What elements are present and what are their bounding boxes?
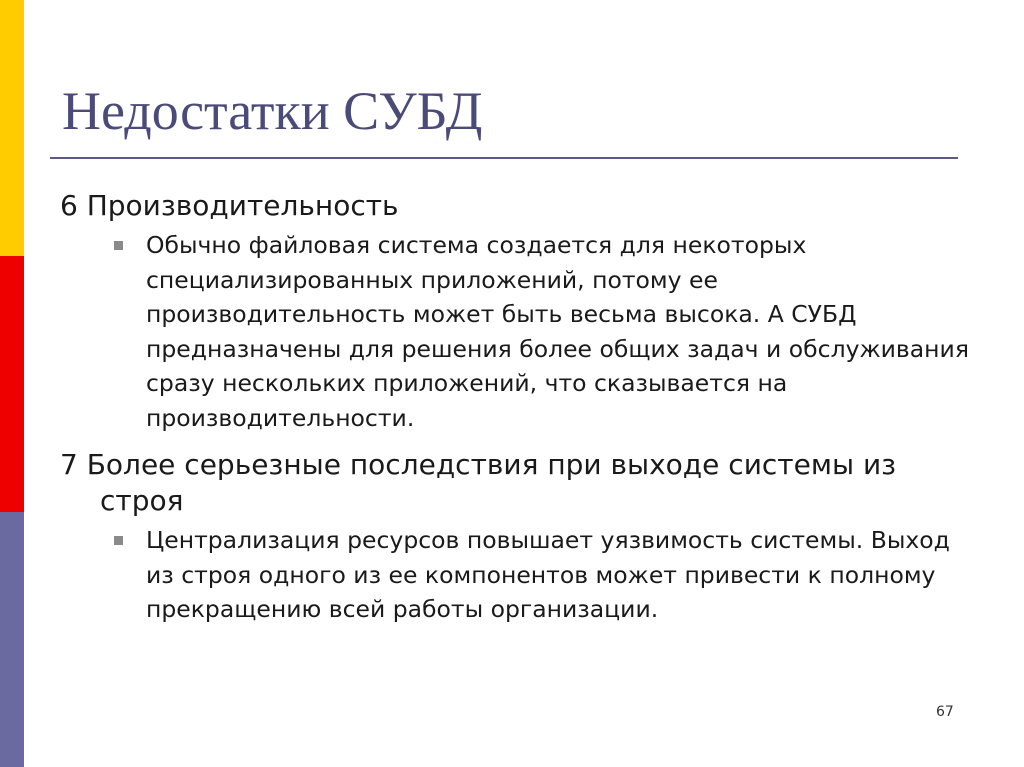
bullet-text: Централизация ресурсов повышает уязвимость системы. Выход из строя одного из ее компонентов может привести к полному прекращению всей работы организации. bbox=[146, 526, 950, 623]
bullet-text: Обычно файловая система создается для некоторых специализированных приложений, потому ее производительность может быть весьма высока. А СУБД предназначены для решения более общих задач и обслуживания сразу нескольких приложений, что сказывается на производительности. bbox=[146, 231, 969, 432]
accent-stripe-red bbox=[0, 256, 24, 512]
slide-content bbox=[60, 188, 980, 639]
square-bullet-icon bbox=[114, 241, 123, 250]
section-performance bbox=[60, 188, 980, 435]
slide-title: Недостатки СУБД bbox=[62, 81, 483, 141]
section-heading: 6 Производительность bbox=[60, 189, 399, 222]
page-number: 67 bbox=[936, 704, 954, 720]
bullet-item bbox=[60, 523, 980, 627]
title-divider bbox=[50, 157, 958, 159]
bullet-item bbox=[60, 228, 980, 435]
section-failure-consequences bbox=[60, 447, 980, 627]
accent-stripe-yellow bbox=[0, 0, 24, 256]
section-heading: 7 Более серьезные последствия при выходе системы из строя bbox=[60, 448, 897, 517]
square-bullet-icon bbox=[114, 536, 123, 545]
accent-stripe-blue bbox=[0, 512, 24, 767]
